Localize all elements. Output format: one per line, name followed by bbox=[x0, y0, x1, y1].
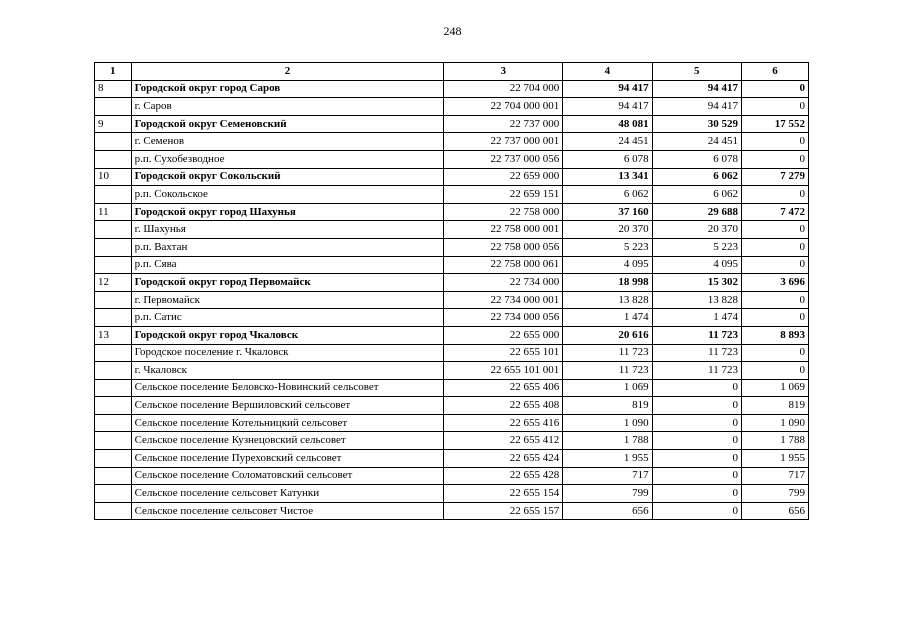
name-cell: г. Семенов bbox=[131, 133, 444, 151]
value-col5-cell: 5 223 bbox=[652, 238, 741, 256]
name-cell: Сельское поселение Вершиловский сельсовет bbox=[131, 397, 444, 415]
code-cell: 22 655 154 bbox=[444, 485, 563, 503]
code-cell: 22 659 000 bbox=[444, 168, 563, 186]
value-col4-cell: 1 090 bbox=[563, 414, 652, 432]
table-row bbox=[95, 326, 809, 344]
value-col4-cell: 94 417 bbox=[563, 80, 652, 98]
row-number-cell: 11 bbox=[95, 203, 132, 221]
name-cell: Сельское поселение Котельницкий сельсовет bbox=[131, 414, 444, 432]
value-col6-cell: 0 bbox=[741, 291, 808, 309]
row-number-cell bbox=[95, 186, 132, 204]
table-row bbox=[95, 502, 809, 520]
table-row bbox=[95, 80, 809, 98]
value-col4-cell: 656 bbox=[563, 502, 652, 520]
name-cell: Сельское поселение сельсовет Чистое bbox=[131, 502, 444, 520]
table-row bbox=[95, 344, 809, 362]
code-cell: 22 758 000 001 bbox=[444, 221, 563, 239]
value-col5-cell: 0 bbox=[652, 414, 741, 432]
value-col6-cell: 0 bbox=[741, 186, 808, 204]
value-col6-cell: 799 bbox=[741, 485, 808, 503]
value-col6-cell: 0 bbox=[741, 80, 808, 98]
value-col4-cell: 799 bbox=[563, 485, 652, 503]
column-header-6: 6 bbox=[741, 63, 808, 81]
table-row bbox=[95, 256, 809, 274]
value-col4-cell: 18 998 bbox=[563, 274, 652, 292]
value-col6-cell: 0 bbox=[741, 256, 808, 274]
column-header-1: 1 bbox=[95, 63, 132, 81]
row-number-cell bbox=[95, 98, 132, 116]
value-col6-cell: 0 bbox=[741, 344, 808, 362]
value-col5-cell: 94 417 bbox=[652, 98, 741, 116]
row-number-cell bbox=[95, 432, 132, 450]
value-col4-cell: 6 078 bbox=[563, 150, 652, 168]
row-number-cell bbox=[95, 397, 132, 415]
value-col5-cell: 1 474 bbox=[652, 309, 741, 327]
code-cell: 22 758 000 bbox=[444, 203, 563, 221]
row-number-cell bbox=[95, 379, 132, 397]
table-row bbox=[95, 291, 809, 309]
value-col6-cell: 7 279 bbox=[741, 168, 808, 186]
name-cell: Сельское поселение Пуреховский сельсовет bbox=[131, 450, 444, 468]
value-col5-cell: 6 062 bbox=[652, 186, 741, 204]
row-number-cell bbox=[95, 467, 132, 485]
table-row bbox=[95, 238, 809, 256]
table-row bbox=[95, 450, 809, 468]
value-col5-cell: 0 bbox=[652, 450, 741, 468]
value-col4-cell: 94 417 bbox=[563, 98, 652, 116]
code-cell: 22 758 000 056 bbox=[444, 238, 563, 256]
row-number-cell bbox=[95, 309, 132, 327]
table-row bbox=[95, 150, 809, 168]
value-col6-cell: 0 bbox=[741, 309, 808, 327]
value-col6-cell: 0 bbox=[741, 133, 808, 151]
value-col4-cell: 13 341 bbox=[563, 168, 652, 186]
code-cell: 22 758 000 061 bbox=[444, 256, 563, 274]
value-col5-cell: 4 095 bbox=[652, 256, 741, 274]
table-row bbox=[95, 485, 809, 503]
value-col4-cell: 1 474 bbox=[563, 309, 652, 327]
value-col5-cell: 0 bbox=[652, 432, 741, 450]
value-col6-cell: 1 069 bbox=[741, 379, 808, 397]
name-cell: Городской округ Семеновский bbox=[131, 115, 444, 133]
value-col5-cell: 0 bbox=[652, 502, 741, 520]
name-cell: р.п. Вахтан bbox=[131, 238, 444, 256]
code-cell: 22 655 408 bbox=[444, 397, 563, 415]
value-col5-cell: 29 688 bbox=[652, 203, 741, 221]
name-cell: р.п. Сатис bbox=[131, 309, 444, 327]
table-row bbox=[95, 98, 809, 116]
name-cell: г. Чкаловск bbox=[131, 362, 444, 380]
row-number-cell: 12 bbox=[95, 274, 132, 292]
table-row bbox=[95, 432, 809, 450]
name-cell: р.п. Сокольское bbox=[131, 186, 444, 204]
code-cell: 22 655 406 bbox=[444, 379, 563, 397]
header-row bbox=[95, 63, 809, 81]
row-number-cell bbox=[95, 485, 132, 503]
table-body bbox=[95, 80, 809, 520]
table-row bbox=[95, 309, 809, 327]
value-col5-cell: 0 bbox=[652, 397, 741, 415]
code-cell: 22 659 151 bbox=[444, 186, 563, 204]
value-col4-cell: 6 062 bbox=[563, 186, 652, 204]
row-number-cell: 9 bbox=[95, 115, 132, 133]
name-cell: Сельское поселение сельсовет Катунки bbox=[131, 485, 444, 503]
value-col4-cell: 20 616 bbox=[563, 326, 652, 344]
row-number-cell bbox=[95, 344, 132, 362]
value-col6-cell: 819 bbox=[741, 397, 808, 415]
value-col6-cell: 0 bbox=[741, 150, 808, 168]
table-row bbox=[95, 467, 809, 485]
value-col5-cell: 24 451 bbox=[652, 133, 741, 151]
name-cell: Городской округ город Саров bbox=[131, 80, 444, 98]
name-cell: Городской округ город Чкаловск bbox=[131, 326, 444, 344]
data-table bbox=[94, 62, 809, 520]
value-col6-cell: 8 893 bbox=[741, 326, 808, 344]
code-cell: 22 734 000 056 bbox=[444, 309, 563, 327]
page-number: 248 bbox=[443, 24, 462, 38]
value-col5-cell: 0 bbox=[652, 485, 741, 503]
value-col4-cell: 20 370 bbox=[563, 221, 652, 239]
value-col6-cell: 656 bbox=[741, 502, 808, 520]
code-cell: 22 734 000 bbox=[444, 274, 563, 292]
row-number-cell bbox=[95, 291, 132, 309]
table-row bbox=[95, 379, 809, 397]
name-cell: Сельское поселение Кузнецовский сельсовет bbox=[131, 432, 444, 450]
value-col4-cell: 717 bbox=[563, 467, 652, 485]
name-cell: Городской округ Сокольский bbox=[131, 168, 444, 186]
value-col4-cell: 11 723 bbox=[563, 362, 652, 380]
code-cell: 22 704 000 bbox=[444, 80, 563, 98]
code-cell: 22 737 000 bbox=[444, 115, 563, 133]
table-row bbox=[95, 221, 809, 239]
table-row bbox=[95, 362, 809, 380]
name-cell: г. Саров bbox=[131, 98, 444, 116]
value-col5-cell: 20 370 bbox=[652, 221, 741, 239]
table-row bbox=[95, 168, 809, 186]
value-col4-cell: 11 723 bbox=[563, 344, 652, 362]
name-cell: р.п. Сухобезводное bbox=[131, 150, 444, 168]
value-col5-cell: 11 723 bbox=[652, 362, 741, 380]
row-number-cell bbox=[95, 150, 132, 168]
name-cell: Городской округ город Шахунья bbox=[131, 203, 444, 221]
value-col4-cell: 37 160 bbox=[563, 203, 652, 221]
column-header-2: 2 bbox=[131, 63, 444, 81]
value-col6-cell: 0 bbox=[741, 362, 808, 380]
table-row bbox=[95, 186, 809, 204]
row-number-cell: 13 bbox=[95, 326, 132, 344]
name-cell: р.п. Сява bbox=[131, 256, 444, 274]
column-header-3: 3 bbox=[444, 63, 563, 81]
value-col4-cell: 5 223 bbox=[563, 238, 652, 256]
value-col6-cell: 17 552 bbox=[741, 115, 808, 133]
table-row bbox=[95, 133, 809, 151]
column-header-5: 5 bbox=[652, 63, 741, 81]
value-col5-cell: 0 bbox=[652, 467, 741, 485]
row-number-cell bbox=[95, 256, 132, 274]
code-cell: 22 734 000 001 bbox=[444, 291, 563, 309]
code-cell: 22 655 416 bbox=[444, 414, 563, 432]
table-row bbox=[95, 397, 809, 415]
row-number-cell bbox=[95, 450, 132, 468]
value-col5-cell: 11 723 bbox=[652, 326, 741, 344]
value-col4-cell: 4 095 bbox=[563, 256, 652, 274]
code-cell: 22 655 424 bbox=[444, 450, 563, 468]
name-cell: Городское поселение г. Чкаловск bbox=[131, 344, 444, 362]
value-col4-cell: 1 955 bbox=[563, 450, 652, 468]
value-col5-cell: 30 529 bbox=[652, 115, 741, 133]
table-row bbox=[95, 274, 809, 292]
code-cell: 22 737 000 001 bbox=[444, 133, 563, 151]
code-cell: 22 655 000 bbox=[444, 326, 563, 344]
value-col4-cell: 24 451 bbox=[563, 133, 652, 151]
value-col6-cell: 3 696 bbox=[741, 274, 808, 292]
row-number-cell: 10 bbox=[95, 168, 132, 186]
table-row bbox=[95, 203, 809, 221]
value-col6-cell: 7 472 bbox=[741, 203, 808, 221]
code-cell: 22 655 101 bbox=[444, 344, 563, 362]
value-col5-cell: 0 bbox=[652, 379, 741, 397]
value-col6-cell: 0 bbox=[741, 221, 808, 239]
code-cell: 22 655 157 bbox=[444, 502, 563, 520]
table-row bbox=[95, 115, 809, 133]
code-cell: 22 655 412 bbox=[444, 432, 563, 450]
name-cell: Сельское поселение Беловско-Новинский сельсовет bbox=[131, 379, 444, 397]
row-number-cell bbox=[95, 238, 132, 256]
code-cell: 22 655 428 bbox=[444, 467, 563, 485]
value-col6-cell: 0 bbox=[741, 238, 808, 256]
value-col4-cell: 819 bbox=[563, 397, 652, 415]
value-col5-cell: 6 078 bbox=[652, 150, 741, 168]
value-col4-cell: 48 081 bbox=[563, 115, 652, 133]
row-number-cell: 8 bbox=[95, 80, 132, 98]
value-col6-cell: 0 bbox=[741, 98, 808, 116]
code-cell: 22 655 101 001 bbox=[444, 362, 563, 380]
value-col6-cell: 1 955 bbox=[741, 450, 808, 468]
value-col4-cell: 1 069 bbox=[563, 379, 652, 397]
name-cell: Городской округ город Первомайск bbox=[131, 274, 444, 292]
row-number-cell bbox=[95, 414, 132, 432]
code-cell: 22 704 000 001 bbox=[444, 98, 563, 116]
table-row bbox=[95, 414, 809, 432]
value-col4-cell: 13 828 bbox=[563, 291, 652, 309]
value-col6-cell: 717 bbox=[741, 467, 808, 485]
value-col5-cell: 6 062 bbox=[652, 168, 741, 186]
column-header-4: 4 bbox=[563, 63, 652, 81]
value-col5-cell: 13 828 bbox=[652, 291, 741, 309]
value-col5-cell: 11 723 bbox=[652, 344, 741, 362]
value-col5-cell: 94 417 bbox=[652, 80, 741, 98]
name-cell: г. Первомайск bbox=[131, 291, 444, 309]
row-number-cell bbox=[95, 133, 132, 151]
row-number-cell bbox=[95, 362, 132, 380]
name-cell: Сельское поселение Соломатовский сельсовет bbox=[131, 467, 444, 485]
row-number-cell bbox=[95, 502, 132, 520]
value-col5-cell: 15 302 bbox=[652, 274, 741, 292]
value-col4-cell: 1 788 bbox=[563, 432, 652, 450]
row-number-cell bbox=[95, 221, 132, 239]
value-col6-cell: 1 788 bbox=[741, 432, 808, 450]
name-cell: г. Шахунья bbox=[131, 221, 444, 239]
code-cell: 22 737 000 056 bbox=[444, 150, 563, 168]
value-col6-cell: 1 090 bbox=[741, 414, 808, 432]
